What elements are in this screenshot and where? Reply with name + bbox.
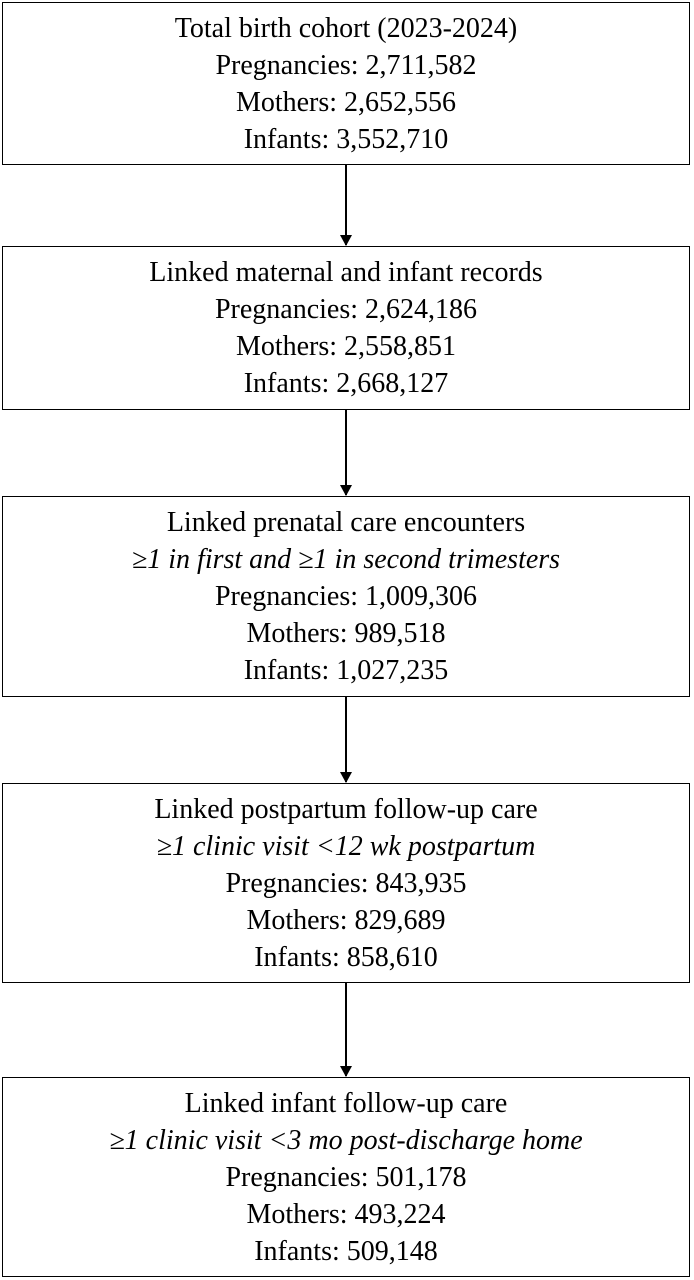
box-title: Linked maternal and infant records: [149, 257, 543, 288]
inclusion-criteria: ≥1 in first and ≥1 in second trimesters: [131, 544, 561, 575]
mothers-count: Mothers: 493,224: [246, 1198, 446, 1230]
mothers-count: Mothers: 989,518: [246, 618, 446, 649]
mothers-count: Mothers: 829,689: [246, 904, 446, 936]
box-title: Linked postpartum follow-up care: [154, 793, 538, 825]
box-title: Linked infant follow-up care: [184, 1087, 508, 1119]
infants-count: Infants: 858,610: [254, 941, 438, 973]
infants-count: Infants: 509,148: [254, 1235, 438, 1267]
flow-arrow: [345, 410, 347, 495]
mothers-count: Mothers: 2,652,556: [235, 86, 457, 118]
flow-arrow: [345, 983, 347, 1076]
inclusion-criteria: ≥1 clinic visit <12 wk postpartum: [156, 830, 536, 862]
pregnancies-count: Pregnancies: 2,711,582: [215, 49, 477, 81]
mothers-count: Mothers: 2,558,851: [235, 331, 457, 362]
infants-count: Infants: 2,668,127: [243, 368, 449, 399]
box-title: Linked prenatal care encounters: [166, 507, 526, 538]
inclusion-criteria: ≥1 clinic visit <3 mo post-discharge home: [109, 1124, 583, 1156]
infants-count: Infants: 3,552,710: [243, 123, 449, 155]
pregnancies-count: Pregnancies: 501,178: [225, 1161, 467, 1193]
cohort-box-infant-care: [2, 1077, 690, 1277]
cohort-box-prenatal-care: [2, 496, 690, 697]
cohort-box-linked-records: [2, 246, 690, 410]
flow-arrow: [345, 165, 347, 245]
cohort-box-total-birth: [2, 2, 690, 165]
pregnancies-count: Pregnancies: 843,935: [225, 867, 467, 899]
pregnancies-count: Pregnancies: 2,624,186: [214, 294, 478, 325]
cohort-box-postpartum-care: [2, 783, 690, 983]
pregnancies-count: Pregnancies: 1,009,306: [214, 581, 478, 612]
flow-arrow: [345, 697, 347, 782]
infants-count: Infants: 1,027,235: [243, 655, 449, 686]
box-title: Total birth cohort (2023-2024): [174, 12, 518, 44]
